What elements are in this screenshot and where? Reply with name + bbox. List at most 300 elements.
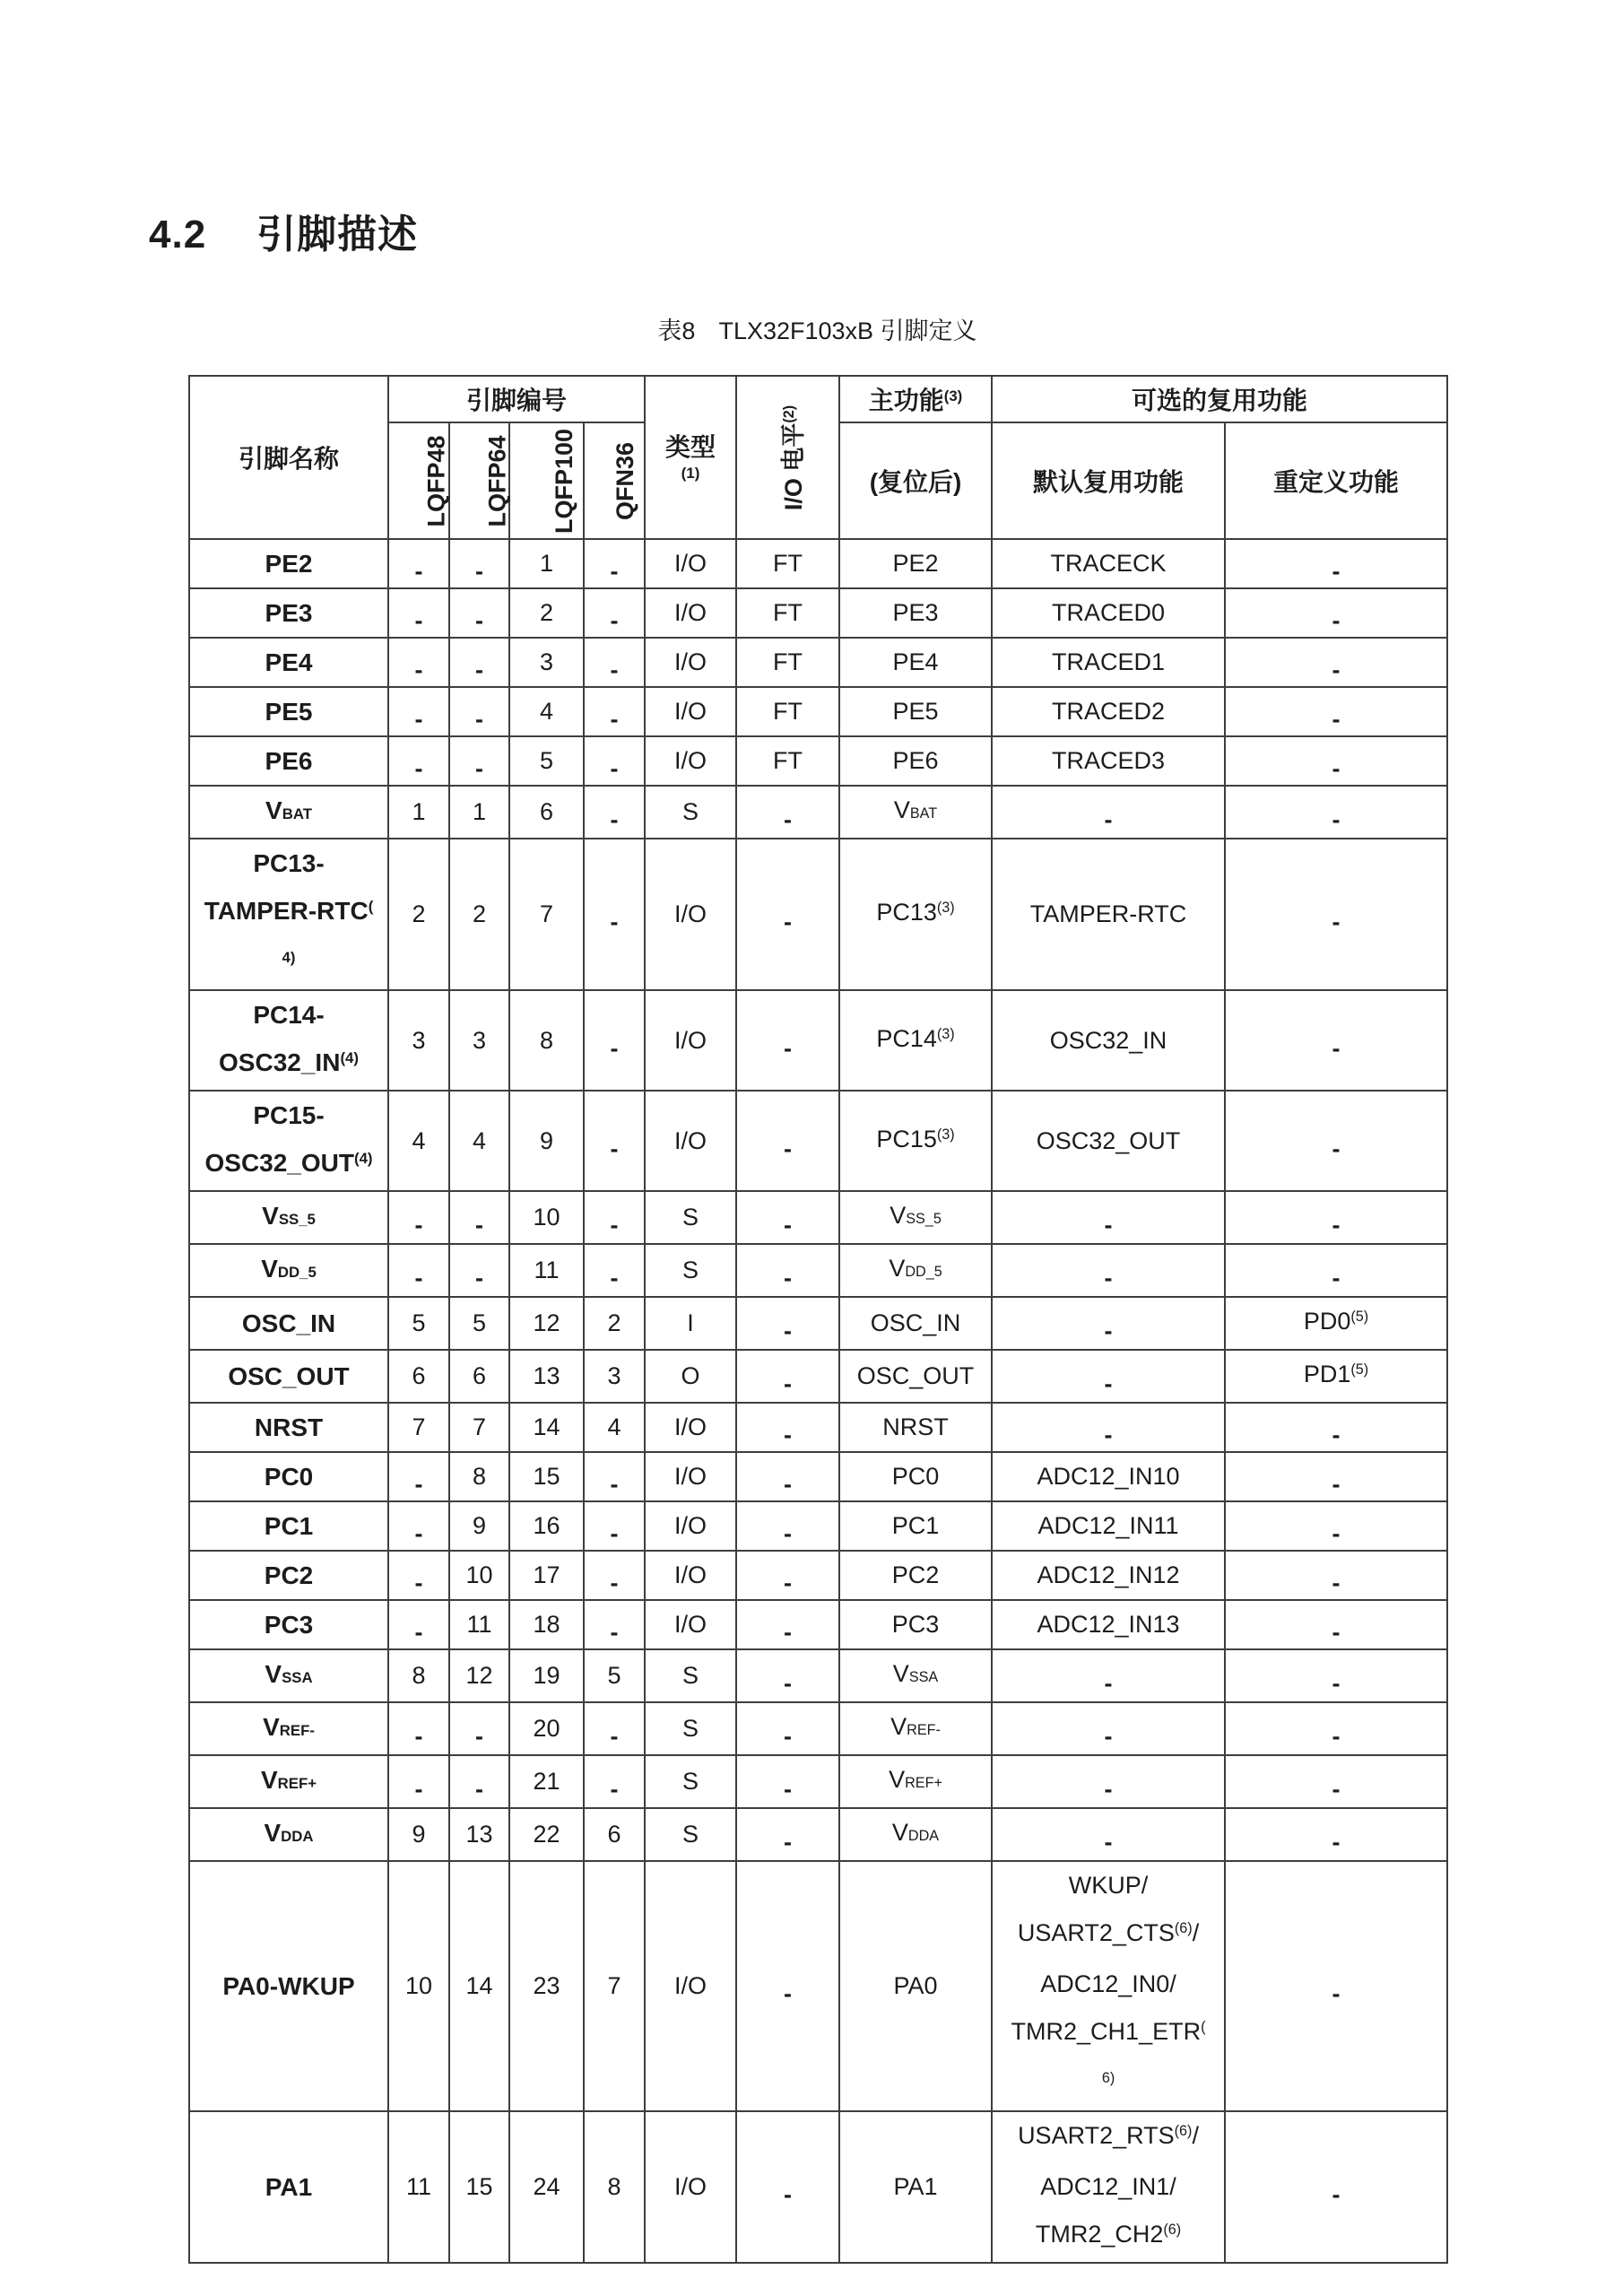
empty-dash: - [414,657,423,683]
empty-dash: - [1332,706,1341,733]
default-alt-function-cell [992,1808,1225,1861]
lqfp48-pin-cell [388,539,449,588]
lqfp64-pin-cell [449,736,509,786]
lqfp48-pin-cell: 10 [388,1861,449,2111]
type-cell: I/O [645,1091,736,1191]
type-cell: S [645,1755,736,1808]
qfn36-pin-cell [584,1091,645,1191]
table-row [189,990,1447,1091]
lqfp64-pin-cell: 5 [449,1297,509,1350]
table-row [189,1501,1447,1551]
pin-name-cell: PE2 [189,539,388,588]
pin-name-cell: PE5 [189,687,388,736]
qfn36-pin-cell: 5 [584,1649,645,1702]
main-function-cell: PA0 [839,1861,992,2111]
empty-dash: - [1104,1318,1113,1344]
type-cell: I/O [645,539,736,588]
empty-dash: - [475,1723,483,1750]
empty-dash: - [784,1829,793,1856]
header-remap-function: 重定义功能 [1225,422,1447,539]
type-cell: I/O [645,638,736,687]
table-header [189,376,1447,539]
lqfp100-pin-cell: 10 [509,1191,584,1244]
lqfp100-pin-cell: 16 [509,1501,584,1551]
empty-dash: - [475,657,483,683]
lqfp48-pin-cell: 2 [388,839,449,990]
pin-name-cell: PE3 [189,588,388,638]
pin-name-cell: PE4 [189,638,388,687]
lqfp100-pin-cell: 19 [509,1649,584,1702]
lqfp100-pin-cell: 12 [509,1297,584,1350]
remap-function-cell [1225,1600,1447,1649]
header-io-level [736,376,839,539]
empty-dash: - [1332,1980,1341,2007]
lqfp48-pin-cell [388,1452,449,1501]
main-function-cell: PE4 [839,638,992,687]
empty-dash: - [1332,558,1341,585]
io-level-cell [736,786,839,839]
empty-dash: - [414,1723,423,1750]
pin-table-body [189,539,1447,2263]
io-level-cell [736,1350,839,1403]
qfn36-pin-cell [584,839,645,990]
qfn36-pin-cell [584,539,645,588]
empty-dash: - [1332,1776,1341,1803]
empty-dash: - [784,1265,793,1292]
qfn36-pin-cell [584,1702,645,1755]
io-level-cell [736,1501,839,1551]
empty-dash: - [1104,1212,1113,1239]
empty-dash: - [610,607,619,634]
header-pin-number-group: 引脚编号 [388,376,645,422]
io-level-cell: FT [736,539,839,588]
main-function-cell: PC3 [839,1600,992,1649]
type-cell: I/O [645,1600,736,1649]
empty-dash: - [610,706,619,733]
lqfp100-pin-cell: 11 [509,1244,584,1297]
remap-function-cell [1225,588,1447,638]
empty-dash: - [784,1471,793,1498]
header-main-function-reset: (复位后) [839,422,992,539]
lqfp64-pin-cell: 2 [449,839,509,990]
empty-dash: - [610,1034,619,1062]
pin-name-cell: PC3 [189,1600,388,1649]
type-cell: I/O [645,1452,736,1501]
lqfp100-pin-cell: 14 [509,1403,584,1452]
main-function-cell: VDDA [839,1808,992,1861]
main-function-cell: VREF+ [839,1755,992,1808]
pin-name-cell: PC0 [189,1452,388,1501]
lqfp64-pin-cell: 3 [449,990,509,1091]
remap-function-cell [1225,1808,1447,1861]
qfn36-pin-cell [584,687,645,736]
lqfp64-pin-cell: 6 [449,1350,509,1403]
qfn36-pin-cell [584,1501,645,1551]
io-level-cell [736,1191,839,1244]
lqfp48-pin-cell [388,1191,449,1244]
main-function-cell: PE3 [839,588,992,638]
empty-dash: - [1332,1829,1341,1856]
table-row [189,1551,1447,1600]
pin-name-cell: PC14- OSC32_IN$^{(4)}$ [189,990,388,1091]
main-function-cell: PC13$^{(3)}$ [839,839,992,990]
main-function-cell: PC2 [839,1551,992,1600]
lqfp100-pin-cell: 3 [509,638,584,687]
empty-dash: - [475,755,483,782]
table-caption [188,311,1446,346]
lqfp64-pin-cell [449,539,509,588]
lqfp100-pin-cell: 15 [509,1452,584,1501]
lqfp100-pin-cell: 22 [509,1808,584,1861]
empty-dash: - [414,1520,423,1547]
io-level-cell: FT [736,588,839,638]
main-function-cell: VBAT [839,786,992,839]
empty-dash: - [414,1570,423,1596]
remap-function-cell [1225,1091,1447,1191]
main-function-cell: VSSA [839,1649,992,1702]
lqfp64-pin-cell: 8 [449,1452,509,1501]
empty-dash: - [1332,1422,1341,1448]
table-caption-text: TLX32F103xB 引脚定义 [718,317,977,344]
io-level-cell: FT [736,687,839,736]
pin-name-cell: PC1 [189,1501,388,1551]
empty-dash: - [414,558,423,585]
lqfp100-pin-cell: 8 [509,990,584,1091]
type-cell: I/O [645,588,736,638]
lqfp100-pin-cell: 6 [509,786,584,839]
io-level-cell: FT [736,736,839,786]
empty-dash: - [414,706,423,733]
empty-dash: - [784,1422,793,1448]
type-cell: I/O [645,687,736,736]
io-level-cell [736,1600,839,1649]
lqfp100-pin-cell: 18 [509,1600,584,1649]
lqfp64-pin-cell: 15 [449,2111,509,2263]
main-function-cell: PA1 [839,2111,992,2263]
empty-dash: - [610,1265,619,1292]
empty-dash: - [1104,1829,1113,1856]
remap-function-cell: PD0$^{(5)}$ [1225,1297,1447,1350]
lqfp64-pin-cell: 7 [449,1403,509,1452]
main-function-cell: PC14$^{(3)}$ [839,990,992,1091]
lqfp48-pin-cell [388,588,449,638]
qfn36-pin-cell: 2 [584,1297,645,1350]
main-function-cell: PE5 [839,687,992,736]
main-function-cell: PC1 [839,1501,992,1551]
default-alt-function-cell [992,1244,1225,1297]
qfn36-pin-cell [584,1191,645,1244]
table-row [189,786,1447,839]
lqfp64-pin-cell [449,1191,509,1244]
pin-name-cell: VSSA [189,1649,388,1702]
main-function-cell: OSC_OUT [839,1350,992,1403]
remap-function-cell [1225,1755,1447,1808]
header-package-lqfp48: LQFP48 [388,422,449,539]
qfn36-pin-cell [584,736,645,786]
table-row [189,687,1447,736]
empty-dash: - [1104,1670,1113,1697]
lqfp48-pin-cell: 4 [388,1091,449,1191]
empty-dash: - [610,909,619,935]
main-function-cell: VSS_5 [839,1191,992,1244]
lqfp64-pin-cell [449,687,509,736]
qfn36-pin-cell: 3 [584,1350,645,1403]
remap-function-cell [1225,1501,1447,1551]
lqfp64-pin-cell [449,1244,509,1297]
pin-name-cell: VREF- [189,1702,388,1755]
type-cell: S [645,1244,736,1297]
default-alt-function-cell: ADC12_IN13 [992,1600,1225,1649]
lqfp48-pin-cell: 5 [388,1297,449,1350]
empty-dash: - [1104,1370,1113,1397]
lqfp48-pin-cell: 1 [388,786,449,839]
main-function-cell: NRST [839,1403,992,1452]
remap-function-cell [1225,1551,1447,1600]
header-pin-name: 引脚名称 [189,376,388,539]
io-level-cell [736,1403,839,1452]
empty-dash: - [414,1471,423,1498]
table-row [189,839,1447,990]
empty-dash: - [414,1619,423,1646]
default-alt-function-cell: WKUP/ USART2_CTS$^{(6)}$/ ADC12_IN0/ TMR2_CH1_ETR( $^{6)}$ [992,1861,1225,2111]
qfn36-pin-cell [584,990,645,1091]
main-function-cell: PC15$^{(3)}$ [839,1091,992,1191]
remap-function-cell [1225,1403,1447,1452]
default-alt-function-cell: ADC12_IN10 [992,1452,1225,1501]
lqfp48-pin-cell [388,1755,449,1808]
default-alt-function-cell: TRACED1 [992,638,1225,687]
empty-dash: - [1332,755,1341,782]
pin-name-cell: PA1 [189,2111,388,2263]
empty-dash: - [414,1265,423,1292]
lqfp100-pin-cell: 2 [509,588,584,638]
qfn36-pin-cell [584,638,645,687]
empty-dash: - [414,1776,423,1803]
lqfp100-pin-cell: 7 [509,839,584,990]
lqfp64-pin-cell: 12 [449,1649,509,1702]
pin-name-cell: VSS_5 [189,1191,388,1244]
table-row [189,1702,1447,1755]
remap-function-cell [1225,1649,1447,1702]
qfn36-pin-cell [584,786,645,839]
empty-dash: - [784,1135,793,1162]
lqfp64-pin-cell: 9 [449,1501,509,1551]
empty-dash: - [1332,657,1341,683]
header-alt-function-group: 可选的复用功能 [992,376,1447,422]
empty-dash: - [1332,1670,1341,1697]
lqfp100-pin-cell: 23 [509,1861,584,2111]
default-alt-function-cell [992,1649,1225,1702]
empty-dash: - [475,1212,483,1239]
lqfp64-pin-cell [449,638,509,687]
type-cell: I/O [645,736,736,786]
table-row [189,1244,1447,1297]
lqfp48-pin-cell: 7 [388,1403,449,1452]
type-cell: S [645,1808,736,1861]
type-cell: I/O [645,1551,736,1600]
empty-dash: - [610,755,619,782]
pin-name-cell: VBAT [189,786,388,839]
default-alt-function-cell: ADC12_IN12 [992,1551,1225,1600]
default-alt-function-cell: TRACED3 [992,736,1225,786]
table-row [189,539,1447,588]
io-level-cell [736,1297,839,1350]
remap-function-cell [1225,1702,1447,1755]
qfn36-pin-cell: 7 [584,1861,645,2111]
empty-dash: - [1332,2181,1341,2208]
table-row [189,1452,1447,1501]
lqfp100-pin-cell: 20 [509,1702,584,1755]
empty-dash: - [1332,1135,1341,1162]
qfn36-pin-cell [584,1600,645,1649]
remap-function-cell [1225,1452,1447,1501]
pin-name-cell: VREF+ [189,1755,388,1808]
table-row [189,2111,1447,2263]
empty-dash: - [784,1570,793,1596]
remap-function-cell [1225,990,1447,1091]
empty-dash: - [784,1034,793,1062]
lqfp100-pin-cell: 1 [509,539,584,588]
empty-dash: - [610,657,619,683]
default-alt-function-cell [992,1755,1225,1808]
table-caption-label: 表8 [657,317,696,344]
empty-dash: - [610,1212,619,1239]
remap-function-cell [1225,736,1447,786]
remap-function-cell [1225,687,1447,736]
table-row [189,638,1447,687]
type-cell: S [645,786,736,839]
default-alt-function-cell: ADC12_IN11 [992,1501,1225,1551]
qfn36-pin-cell: 6 [584,1808,645,1861]
empty-dash: - [475,607,483,634]
io-level-cell [736,1091,839,1191]
lqfp100-pin-cell: 24 [509,2111,584,2263]
main-function-cell: PE2 [839,539,992,588]
qfn36-pin-cell [584,1551,645,1600]
empty-dash: - [475,1265,483,1292]
lqfp64-pin-cell [449,1702,509,1755]
lqfp100-pin-cell: 9 [509,1091,584,1191]
table-row [189,1191,1447,1244]
empty-dash: - [610,806,619,833]
empty-dash: - [784,1670,793,1697]
table-row [189,1600,1447,1649]
empty-dash: - [1332,1034,1341,1062]
remap-function-cell [1225,786,1447,839]
pin-name-cell: PC13- TAMPER-RTC( $^{4)}$ [189,839,388,990]
empty-dash: - [1332,1723,1341,1750]
io-level-cell [736,1649,839,1702]
empty-dash: - [784,1318,793,1344]
remap-function-cell [1225,1191,1447,1244]
remap-function-cell [1225,1861,1447,2111]
io-level-cell [736,1452,839,1501]
io-level-cell [736,1244,839,1297]
lqfp48-pin-cell [388,1501,449,1551]
lqfp64-pin-cell: 14 [449,1861,509,2111]
remap-function-cell: PD1$^{(5)}$ [1225,1350,1447,1403]
main-function-cell: VREF- [839,1702,992,1755]
header-main-function: 主功能$^{(3)}$ [839,376,992,422]
qfn36-pin-cell [584,1244,645,1297]
pin-definition-table [188,375,1448,2264]
empty-dash: - [784,1520,793,1547]
pin-name-cell: PA0-WKUP [189,1861,388,2111]
empty-dash: - [1104,1265,1113,1292]
default-alt-function-cell: TRACED0 [992,588,1225,638]
empty-dash: - [475,558,483,585]
io-level-cell: FT [736,638,839,687]
type-cell: S [645,1191,736,1244]
empty-dash: - [1332,607,1341,634]
default-alt-function-cell [992,1350,1225,1403]
empty-dash: - [610,1520,619,1547]
empty-dash: - [1332,1212,1341,1239]
lqfp48-pin-cell [388,1600,449,1649]
table-row [189,736,1447,786]
header-default-alt-function: 默认复用功能 [992,422,1225,539]
lqfp64-pin-cell: 1 [449,786,509,839]
default-alt-function-cell: TAMPER-RTC [992,839,1225,990]
empty-dash: - [1104,806,1113,833]
lqfp48-pin-cell: 11 [388,2111,449,2263]
pin-name-cell: PC15- OSC32_OUT$^{(4)}$ [189,1091,388,1191]
lqfp100-pin-cell: 4 [509,687,584,736]
default-alt-function-cell [992,1403,1225,1452]
table-row [189,1350,1447,1403]
io-level-cell [736,839,839,990]
lqfp48-pin-cell: 9 [388,1808,449,1861]
lqfp100-pin-cell: 5 [509,736,584,786]
empty-dash: - [784,1619,793,1646]
header-io-level-rotated-text: I/O 电平$^{(2)}$ [780,404,808,510]
qfn36-pin-cell: 4 [584,1403,645,1452]
io-level-cell [736,1861,839,2111]
section-title: 引脚描述 [256,213,419,257]
lqfp100-pin-cell: 13 [509,1350,584,1403]
io-level-cell [736,1808,839,1861]
io-level-cell [736,1551,839,1600]
type-cell: I/O [645,1861,736,2111]
type-cell: I [645,1297,736,1350]
empty-dash: - [1104,1776,1113,1803]
table-row [189,1649,1447,1702]
default-alt-function-cell: OSC32_OUT [992,1091,1225,1191]
lqfp48-pin-cell: 6 [388,1350,449,1403]
lqfp64-pin-cell: 4 [449,1091,509,1191]
default-alt-function-cell [992,1297,1225,1350]
lqfp48-pin-cell: 8 [388,1649,449,1702]
section-number: 4.2 [149,213,207,257]
remap-function-cell [1225,638,1447,687]
remap-function-cell [1225,1244,1447,1297]
lqfp48-pin-cell [388,638,449,687]
empty-dash: - [610,1570,619,1596]
pin-name-cell: OSC_IN [189,1297,388,1350]
remap-function-cell [1225,539,1447,588]
pin-name-cell: VDD_5 [189,1244,388,1297]
empty-dash: - [1332,909,1341,935]
lqfp64-pin-cell: 13 [449,1808,509,1861]
table-row [189,1808,1447,1861]
type-cell: O [645,1350,736,1403]
empty-dash: - [610,1471,619,1498]
lqfp64-pin-cell [449,1755,509,1808]
section-heading [149,202,1623,259]
default-alt-function-cell: USART2_RTS$^{(6)}$/ ADC12_IN1/ TMR2_CH2$^{(6)}$ [992,2111,1225,2263]
table-row [189,1755,1447,1808]
io-level-cell [736,1755,839,1808]
